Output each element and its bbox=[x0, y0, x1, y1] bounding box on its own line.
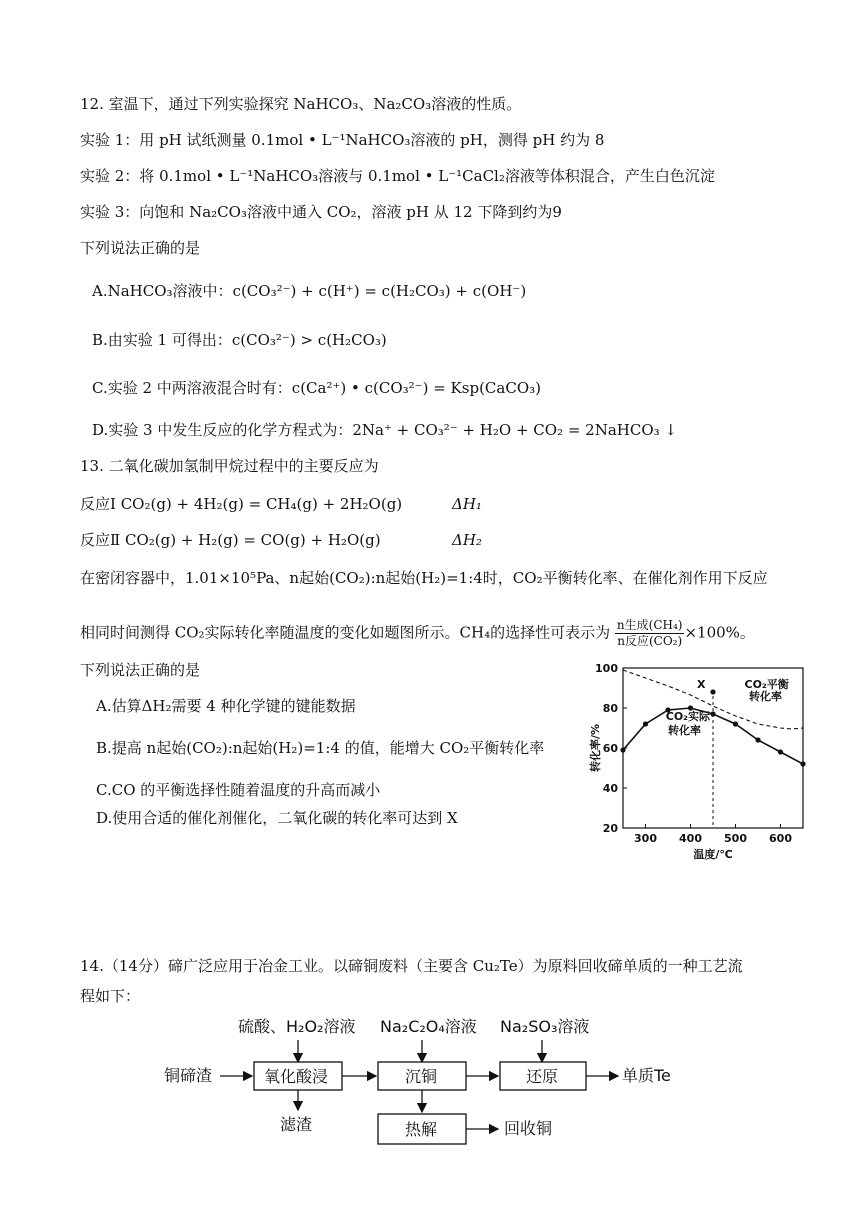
q12-option-c: C.实验 2 中两溶液混合时有：c(Ca²⁺) • c(CO₃²⁻) = Ksp(CaCO₃) bbox=[92, 379, 541, 397]
output-tellurium: 单质Te bbox=[622, 1066, 671, 1085]
q12-option-d: D.实验 3 中发生反应的化学方程式为：2Na⁺ + CO₃²⁻ + H₂O + CO₂ = 2NaHCO₃ ↓ bbox=[92, 421, 678, 439]
fraction-denominator: n反应(CO₂) bbox=[617, 634, 683, 648]
q13-stem: 13. 二氧化碳加氢制甲烷过程中的主要反应为 bbox=[80, 457, 379, 475]
q13-reaction-2: 反应Ⅱ CO₂(g) + H₂(g) = CO(g) + H₂O(g) bbox=[80, 531, 381, 549]
fraction-tail: ×100%。 bbox=[684, 623, 755, 642]
series-actual-point bbox=[733, 721, 738, 726]
series-actual-point bbox=[778, 749, 783, 754]
series-actual-label: CO₂实际 bbox=[665, 710, 710, 723]
recycled-copper: 回收铜 bbox=[504, 1119, 553, 1138]
series-actual-point bbox=[620, 747, 625, 752]
reagent-sulfuric-h2o2: 硫酸、H₂O₂溶液 bbox=[238, 1017, 356, 1036]
q12-option-a: A.NaHCO₃溶液中：c(CO₃²⁻) + c(H⁺) = c(H₂CO₃) + c(OH⁻) bbox=[92, 282, 527, 300]
q12-stem: 12. 室温下，通过下列实验探究 NaHCO₃、Na₂CO₃溶液的性质。 bbox=[80, 95, 522, 113]
point-x-marker bbox=[710, 689, 715, 694]
filter-residue: 滤渣 bbox=[280, 1115, 313, 1134]
q12-exp2: 实验 2：将 0.1mol • L⁻¹NaHCO₃溶液与 0.1mol • L⁻¹CaCl₂溶液等体积混合，产生白色沉淀 bbox=[80, 167, 715, 185]
q13-option-d: D.使用合适的催化剂催化，二氧化碳的转化率可达到 X bbox=[96, 809, 458, 827]
fraction-numerator: n生成(CH₄) bbox=[616, 618, 683, 632]
x-tick-label: 600 bbox=[769, 832, 792, 845]
q13-reaction-1: 反应Ⅰ CO₂(g) + 4H₂(g) = CH₄(g) + 2H₂O(g) bbox=[80, 495, 403, 513]
reagent-na2so3: Na₂SO₃溶液 bbox=[500, 1017, 590, 1036]
q13-reaction-2-dh: ΔH₂ bbox=[452, 531, 482, 549]
q12-exp3: 实验 3：向饱和 Na₂CO₃溶液中通入 CO₂，溶液 pH 从 12 下降到约为9 bbox=[80, 203, 562, 221]
y-tick-label: 100 bbox=[595, 662, 618, 675]
series-actual-point bbox=[755, 737, 760, 742]
series-actual-point bbox=[710, 711, 715, 716]
step-copper-precipitation: 沉铜 bbox=[405, 1067, 438, 1086]
x-tick-label: 400 bbox=[679, 832, 702, 845]
y-tick-label: 40 bbox=[602, 782, 618, 795]
y-tick-label: 60 bbox=[602, 742, 618, 755]
process-flow-diagram bbox=[160, 1010, 720, 1155]
conversion-chart bbox=[585, 660, 815, 865]
reagent-na2c2o4: Na₂C₂O₄溶液 bbox=[380, 1017, 477, 1036]
step-reduction: 还原 bbox=[526, 1067, 559, 1086]
ch4-selectivity-fraction bbox=[615, 618, 685, 649]
q14-line-2: 程如下： bbox=[80, 987, 141, 1005]
series-actual-label-2: 转化率 bbox=[668, 724, 701, 737]
q13-condition-line: 在密闭容器中，1.01×10⁵Pa、n起始(CO₂):n起始(H₂)=1:4时，CO₂平衡转化率、在催化剂作用下反应 bbox=[80, 569, 768, 587]
q13-option-b: B.提高 n起始(CO₂):n起始(H₂)=1:4 的值，能增大 CO₂平衡转化率 bbox=[96, 739, 545, 757]
q12-option-b: B.由实验 1 可得出：c(CO₃²⁻) > c(H₂CO₃) bbox=[92, 331, 387, 349]
q13-option-c: C.CO 的平衡选择性随着温度的升高而减小 bbox=[96, 781, 381, 799]
q12-exp1: 实验 1：用 pH 试纸测量 0.1mol • L⁻¹NaHCO₃溶液的 pH，测得 pH 约为 8 bbox=[80, 131, 605, 149]
series-actual-point bbox=[643, 721, 648, 726]
y-tick-label: 20 bbox=[602, 822, 618, 835]
point-x-label: X bbox=[697, 678, 706, 691]
x-tick-label: 300 bbox=[634, 832, 657, 845]
q13-reaction-1-dh: ΔH₁ bbox=[452, 495, 482, 513]
x-axis-label: 温度/℃ bbox=[693, 848, 733, 861]
step-oxidative-acid-leach: 氧化酸浸 bbox=[264, 1067, 329, 1086]
input-copper-telluride-residue: 铜碲渣 bbox=[164, 1066, 213, 1085]
q13-option-a: A.估算ΔH₂需要 4 种化学键的键能数据 bbox=[96, 697, 356, 715]
y-axis-label: 转化率/% bbox=[589, 723, 602, 773]
x-tick-label: 500 bbox=[724, 832, 747, 845]
series-actual-point bbox=[800, 761, 805, 766]
q12-ask: 下列说法正确的是 bbox=[80, 239, 201, 257]
q13-ask: 下列说法正确的是 bbox=[80, 661, 201, 679]
q13-selectivity-text: 相同时间测得 CO₂实际转化率随温度的变化如题图所示。CH₄的选择性可表示为 bbox=[80, 623, 611, 642]
series-equilibrium-label-2: 转化率 bbox=[749, 690, 782, 703]
y-tick-label: 80 bbox=[602, 702, 618, 715]
q14-line-1: 14.（14分）碲广泛应用于冶金工业。以碲铜废料（主要含 Cu₂Te）为原料回收碲单质的一种工艺流 bbox=[80, 957, 743, 975]
q13-selectivity-line bbox=[80, 618, 755, 649]
step-pyrolysis: 热解 bbox=[405, 1120, 438, 1139]
series-equilibrium-label: CO₂平衡 bbox=[744, 678, 789, 691]
